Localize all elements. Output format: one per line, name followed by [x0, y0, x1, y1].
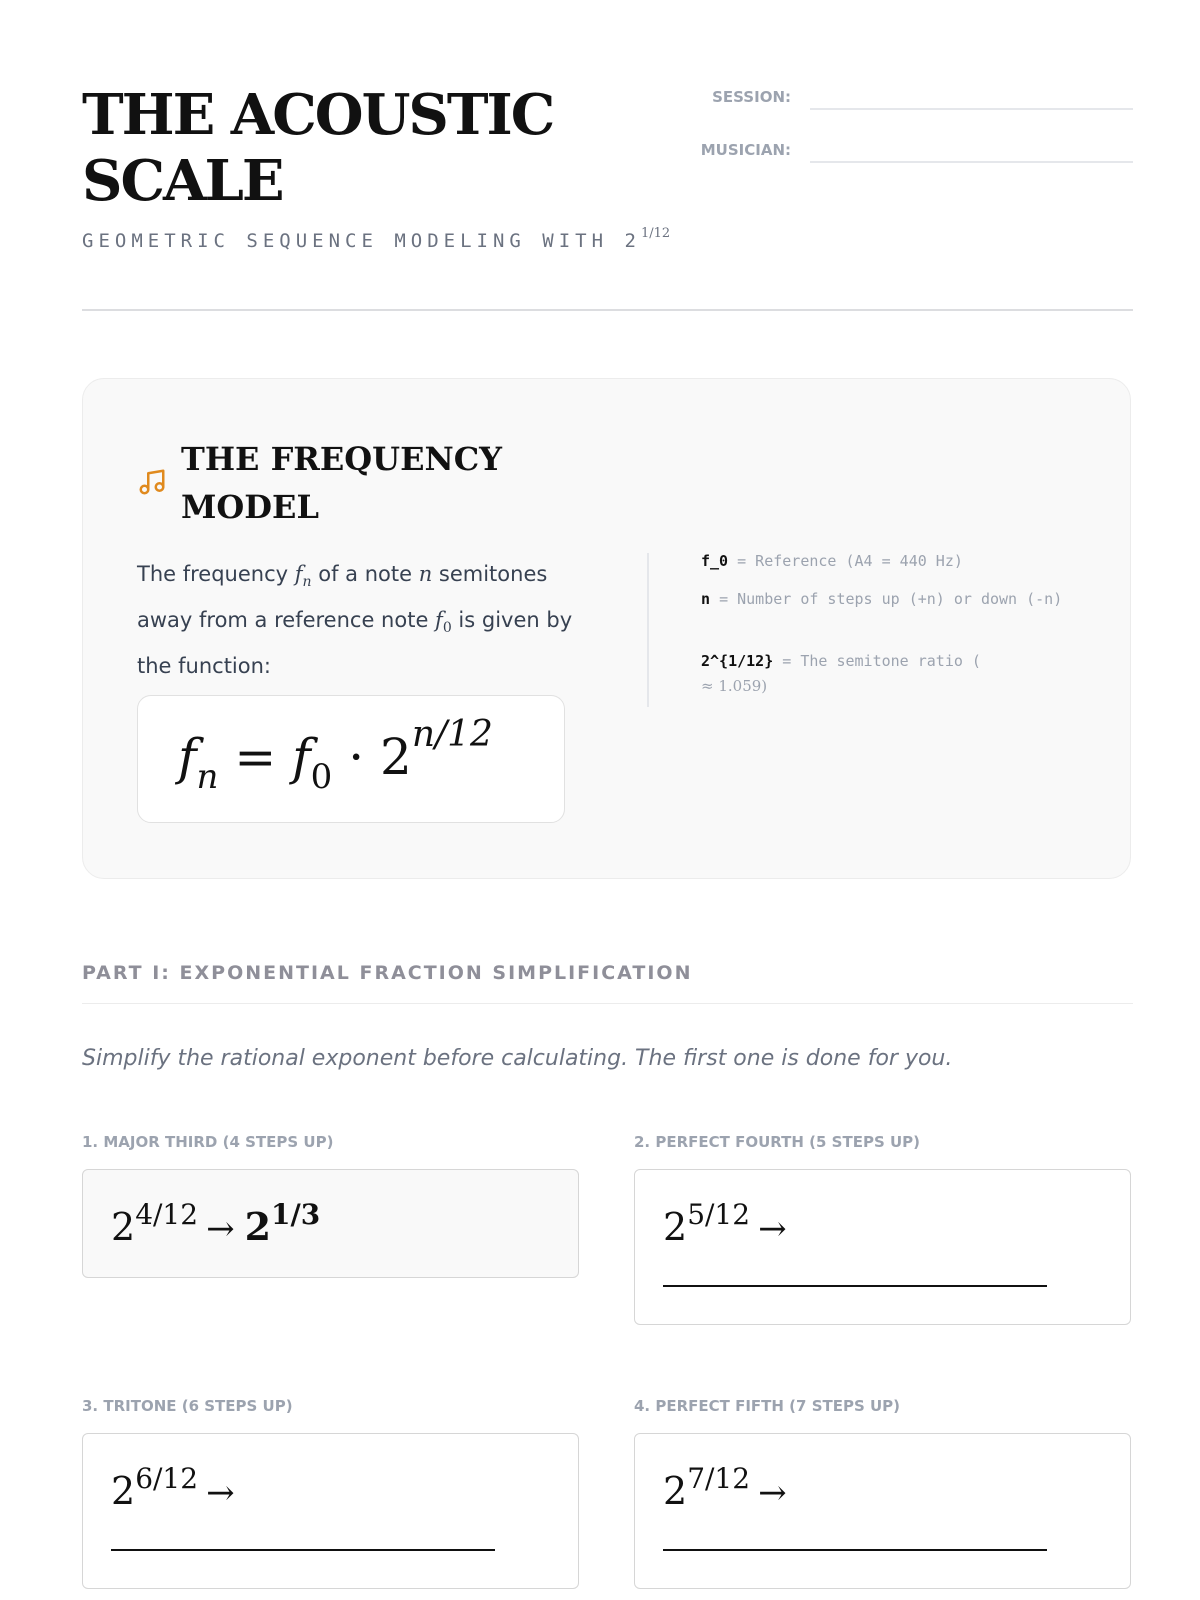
problem-1-answer: $2^{1/3}$: [244, 1198, 321, 1249]
musician-label: MUSICIAN:: [700, 141, 791, 159]
frequency-model-card: [82, 378, 1131, 879]
arrow-icon: →: [758, 1209, 787, 1249]
legend-item-f0: f_0 = Reference (A4 = 440 Hz): [701, 552, 963, 570]
part1-instructions: Simplify the rational exponent before calculating. The first one is done for you.: [82, 1046, 953, 1071]
part1-divider: [82, 1003, 1133, 1004]
musician-input-line[interactable]: [810, 161, 1133, 163]
problem-2-expression: $2^{5/12}$ →: [663, 1198, 787, 1249]
musician-field[interactable]: [682, 137, 1133, 167]
subtitle-exponent: 1/12: [640, 226, 671, 241]
arrow-icon: →: [206, 1209, 235, 1249]
session-input-line[interactable]: [810, 108, 1133, 110]
session-label: SESSION:: [712, 88, 791, 106]
arrow-icon: →: [758, 1473, 787, 1513]
header-divider: [82, 309, 1133, 311]
part1-heading: PART I: EXPONENTIAL FRACTION SIMPLIFICATION: [82, 962, 693, 984]
legend-item-n: n = Number of steps up (+n) or down (-n): [701, 590, 1063, 608]
music-note-icon: [137, 467, 167, 497]
subtitle-text: GEOMETRIC SEQUENCE MODELING WITH 2: [82, 230, 641, 252]
session-field[interactable]: [682, 84, 1133, 114]
problem-4-answer-line[interactable]: [663, 1549, 1047, 1551]
problem-4-box: [634, 1433, 1131, 1589]
problem-1-expression: $2^{4/12} \to 2^{1/3}$: [111, 1198, 321, 1249]
card-title: THE FREQUENCY MODEL: [181, 440, 503, 526]
legend-item-ratio: 2^{1/12} = The semitone ratio ( ≈ 1.059): [701, 652, 981, 695]
problem-4-label: 4. PERFECT FIFTH (7 STEPS UP): [634, 1397, 901, 1415]
problem-2-label: 2. PERFECT FOURTH (5 STEPS UP): [634, 1133, 921, 1151]
frequency-formula: $f_n = f_0 \cdot 2^{n/12}$: [178, 714, 493, 797]
problem-1-label: 1. MAJOR THIRD (4 STEPS UP): [82, 1133, 334, 1151]
problem-2-box: [634, 1169, 1131, 1325]
page-title: THE ACOUSTIC SCALE: [82, 82, 554, 214]
legend-divider: [647, 553, 649, 707]
problem-3-answer-line[interactable]: [111, 1549, 495, 1551]
problem-3-expression: $2^{6/12}$ →: [111, 1462, 235, 1513]
page-subtitle: [82, 226, 670, 252]
problem-2-answer-line[interactable]: [663, 1285, 1047, 1287]
problem-1-box: [82, 1169, 579, 1278]
arrow-icon: →: [206, 1473, 235, 1513]
problem-3-box: [82, 1433, 579, 1589]
formula-box: [137, 695, 565, 823]
model-description: The frequency $f_n$ of a note n semitones away from a reference note $f_0$ is given by the function:: [137, 562, 573, 678]
problem-3-label: 3. TRITONE (6 STEPS UP): [82, 1397, 293, 1415]
problem-4-expression: $2^{7/12}$ →: [663, 1462, 787, 1513]
